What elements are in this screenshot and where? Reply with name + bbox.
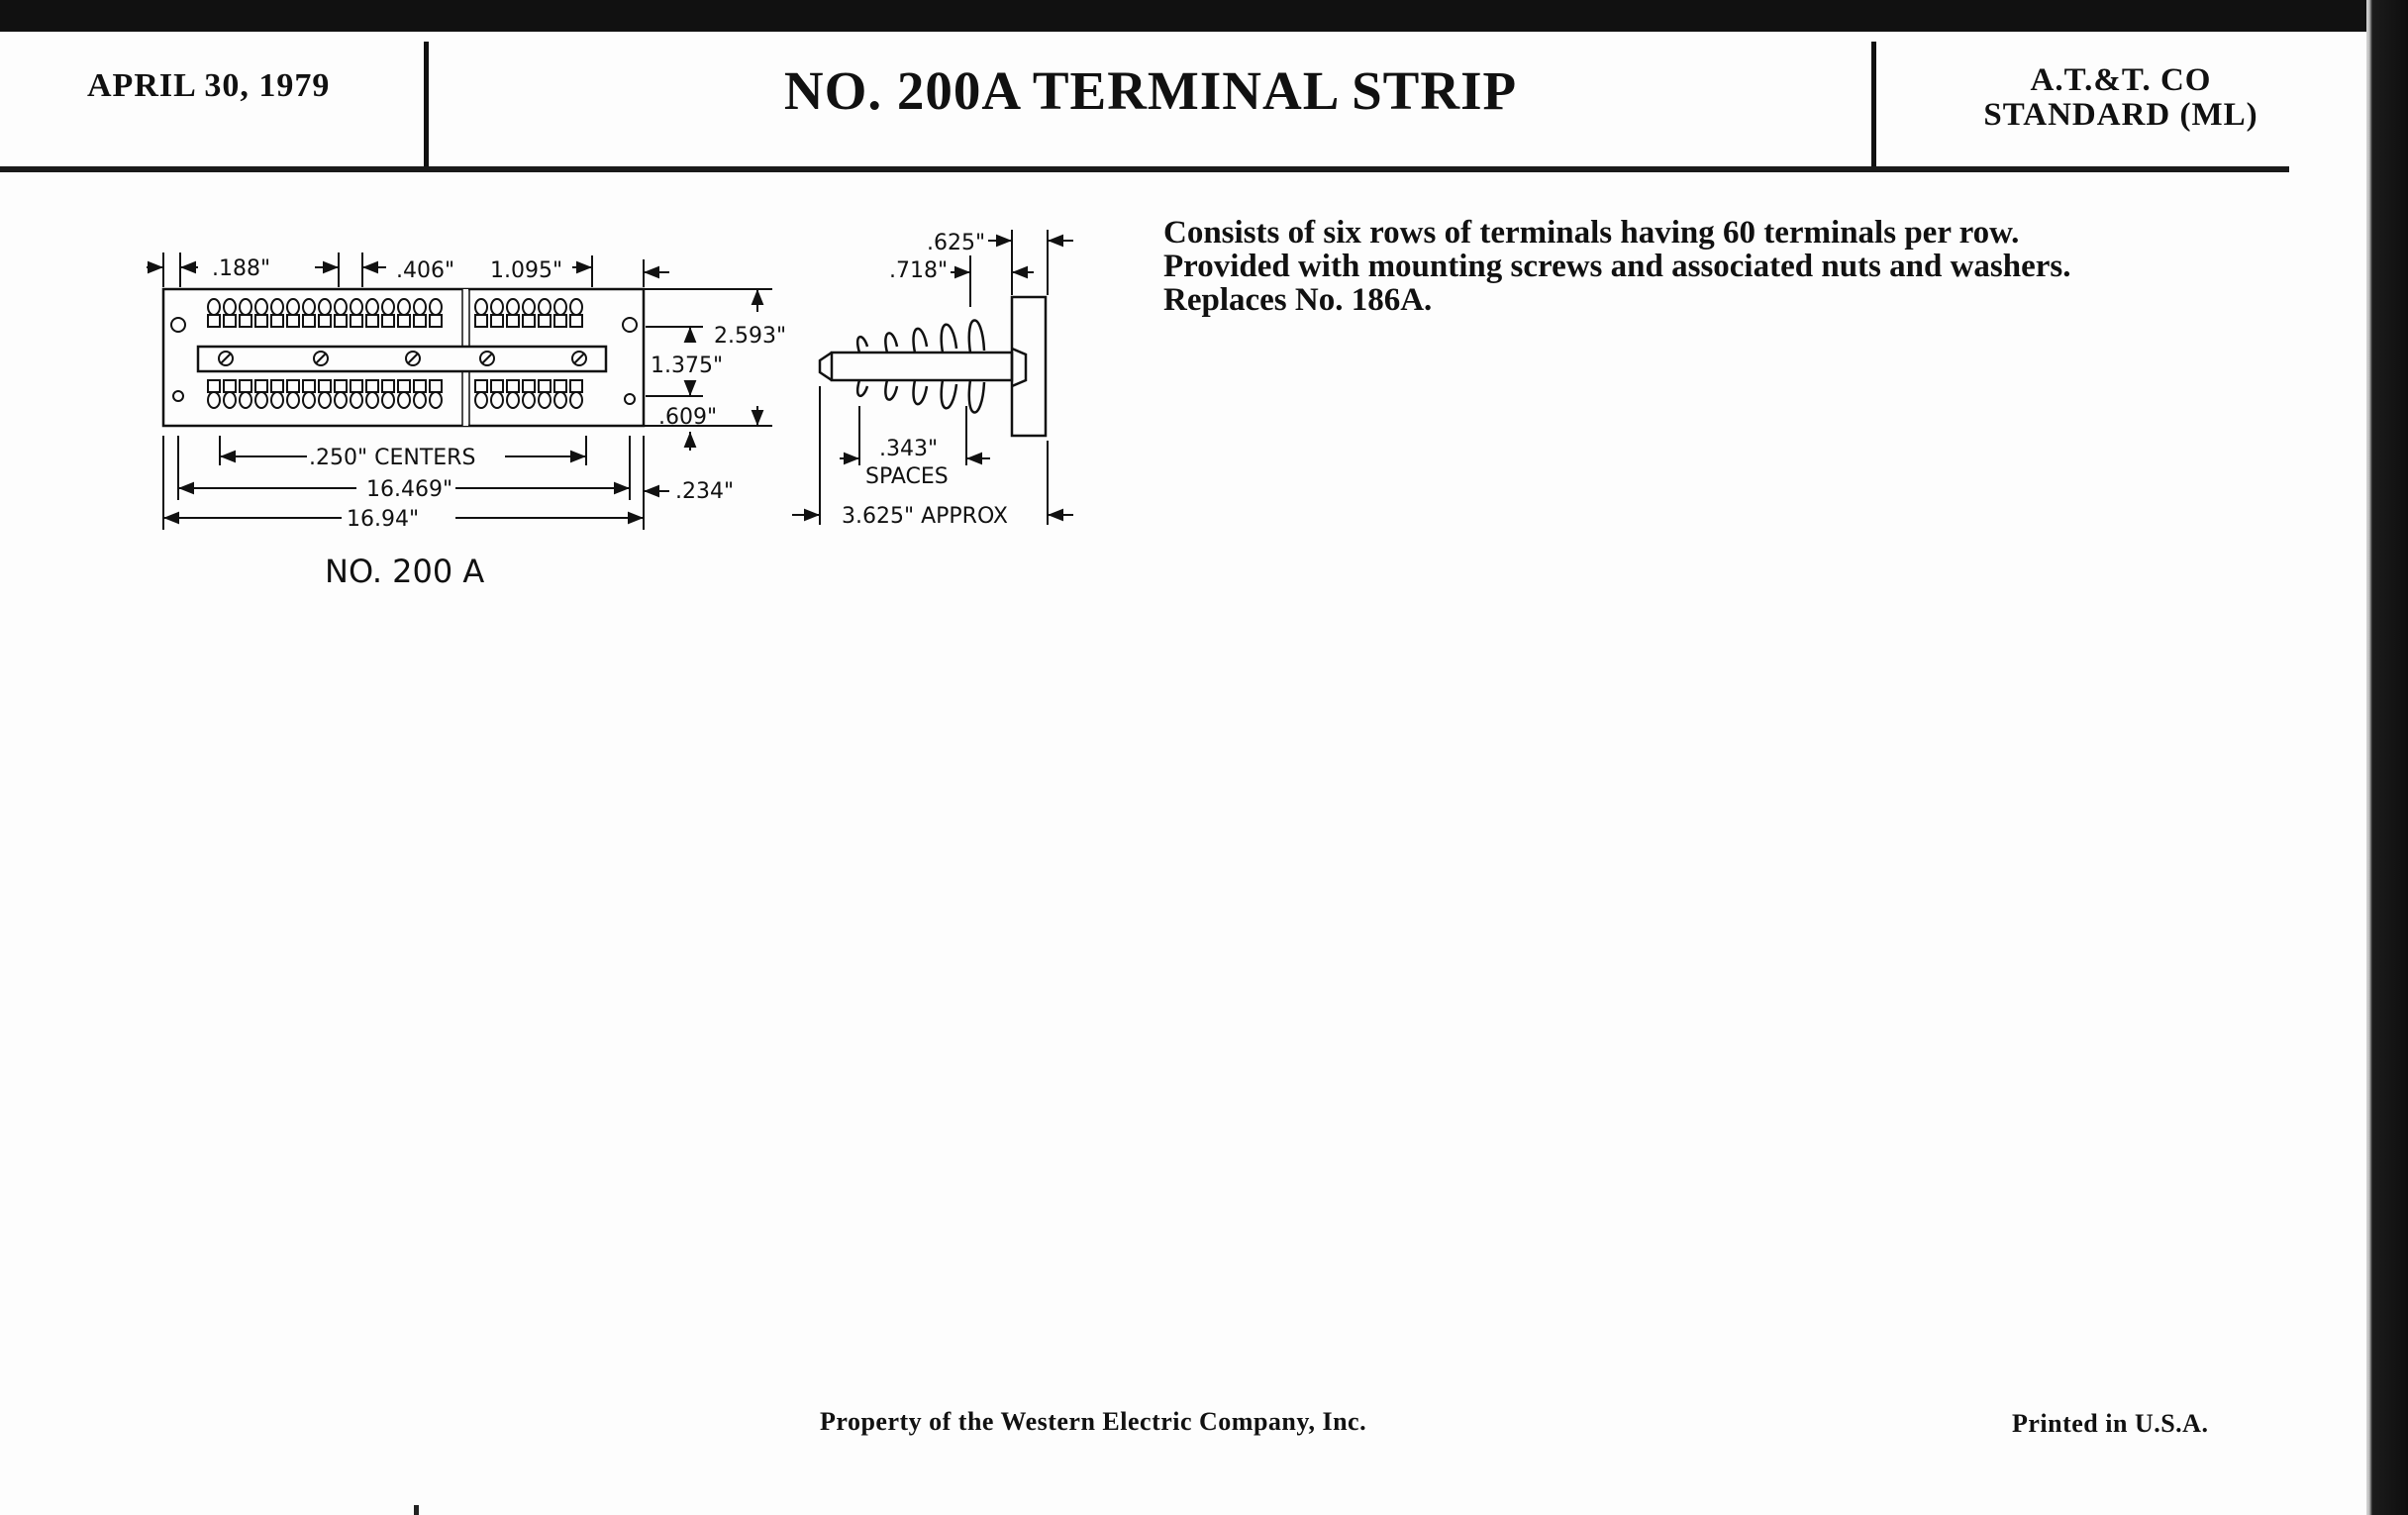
dim-16469: 16.469" bbox=[366, 477, 453, 502]
dim-spaces: SPACES bbox=[865, 464, 949, 489]
description-line-1: Consists of six rows of terminals having 60 terminals per row. bbox=[1163, 215, 2020, 251]
dim-188: .188" bbox=[212, 256, 271, 281]
header-date: APRIL 30, 1979 bbox=[87, 67, 331, 104]
front-view bbox=[163, 289, 644, 426]
dim-approx: 3.625" APPROX bbox=[842, 504, 1008, 529]
terminal-strip-drawing bbox=[0, 0, 1109, 614]
footer-property: Property of the Western Electric Company, Inc. bbox=[820, 1407, 1367, 1436]
dim-1694: 16.94" bbox=[347, 507, 420, 532]
dim-718: .718" bbox=[889, 258, 949, 283]
dim-1095: 1.095" bbox=[490, 258, 563, 283]
scan-mark bbox=[414, 1505, 419, 1515]
dim-625: .625" bbox=[927, 231, 986, 255]
description-line-3: Replaces No. 186A. bbox=[1163, 282, 1433, 318]
standard-block bbox=[1873, 63, 2368, 133]
description-line-2: Provided with mounting screws and associated nuts and washers. bbox=[1163, 249, 2071, 284]
scan-right-border bbox=[2366, 0, 2408, 1515]
dim-406: .406" bbox=[396, 258, 455, 283]
dim-234: .234" bbox=[675, 479, 735, 504]
footer-printed: Printed in U.S.A. bbox=[2012, 1409, 2209, 1438]
standard-line-2: STANDARD (ML) bbox=[1983, 97, 2258, 133]
drawing-caption: NO. 200 A bbox=[325, 553, 485, 590]
page-title: NO. 200A TERMINAL STRIP bbox=[783, 60, 1518, 121]
dim-343: .343" bbox=[879, 437, 939, 461]
dim-1375: 1.375" bbox=[651, 354, 724, 378]
standard-line-1: A.T.&T. CO bbox=[2030, 62, 2212, 98]
description bbox=[1163, 216, 2253, 317]
dim-centers: .250" CENTERS bbox=[309, 446, 476, 470]
dim-2593: 2.593" bbox=[714, 324, 787, 349]
dim-609: .609" bbox=[658, 405, 718, 430]
side-view bbox=[820, 297, 1046, 436]
